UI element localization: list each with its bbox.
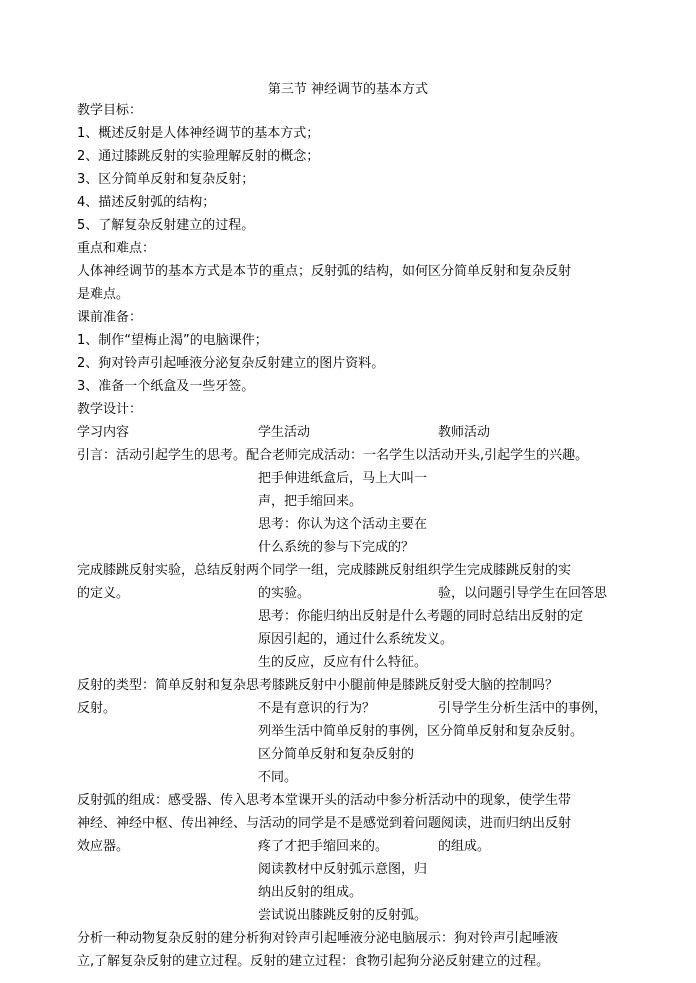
goal-item: 5、了解复杂反射建立的过程。 — [77, 218, 255, 233]
preparation-item: 2、狗对铃声引起唾液分泌复杂反射建立的图片资料。 — [77, 356, 385, 371]
design-line: 阅读教材中反射弧示意图，归 — [258, 862, 428, 877]
column-header-content: 学习内容 — [77, 425, 130, 440]
goal-item: 2、通过膝跳反射的实验理解反射的概念； — [77, 149, 320, 164]
preparation-item: 1、制作“望梅止渴”的电脑课件； — [77, 333, 268, 348]
design-line: 声，把手缩回来。 — [258, 494, 363, 509]
key-points-text: 人体神经调节的基本方式是本节的重点；反射弧的结构，如何区分简单反射和复杂反射 — [77, 264, 572, 279]
design-line: 不同。 — [258, 770, 298, 785]
design-line: 不是有意识的行为？ — [258, 701, 376, 716]
column-header-student: 学生活动 — [258, 425, 311, 440]
design-line: 区分简单反射和复杂反射的 — [258, 747, 415, 762]
design-line: 的组成。 — [438, 839, 491, 854]
key-points-text: 是难点。 — [77, 287, 130, 302]
design-line: 把手伸进纸盒后，马上大叫一 — [258, 471, 428, 486]
design-line: 反射的类型：简单反射和复杂思考膝跳反射中小腿前伸是膝跳反射受大脑的控制吗？ — [77, 678, 559, 693]
design-line: 效应器。 — [77, 839, 130, 854]
design-line: 神经、神经中枢、传出神经、与活动的同学是不是感觉到着问题阅读，进而归纳出反射 — [77, 816, 572, 831]
design-line: 的定义。 — [77, 586, 130, 601]
goal-item: 3、区分简单反射和复杂反射； — [77, 172, 255, 187]
design-line: 原因引起的，通过什么系统发义。 — [258, 632, 454, 647]
design-line: 分析一种动物复杂反射的建分析狗对铃声引起唾液分泌电脑展示：狗对铃声引起唾液 — [77, 931, 559, 946]
section-title: 第三节 神经调节的基本方式 — [267, 82, 429, 97]
preparation-heading: 课前准备： — [77, 310, 143, 325]
design-line: 引导学生分析生活中的事例， — [438, 701, 608, 716]
design-line: 思考：你能归纳出反射是什么考题的同时总结出反射的定 — [258, 609, 584, 624]
goal-item: 1、概述反射是人体神经调节的基本方式； — [77, 126, 320, 141]
preparation-item: 3、准备一个纸盒及一些牙签。 — [77, 379, 255, 394]
design-line: 列举生活中简单反射的事例，区分简单反射和复杂反射。 — [258, 724, 584, 739]
design-line: 疼了才把手缩回来的。 — [258, 839, 389, 854]
design-line: 反射弧的组成：感受器、传入思考本堂课开头的活动中参分析活动中的现象，使学生带 — [77, 793, 572, 808]
key-points-heading: 重点和难点： — [77, 241, 156, 256]
goal-item: 4、描述反射弧的结构； — [77, 195, 216, 210]
design-line: 生的反应，反应有什么特征。 — [258, 655, 428, 670]
design-heading: 教学设计： — [77, 402, 143, 417]
design-line: 尝试说出膝跳反射的反射弧。 — [258, 908, 428, 923]
design-line: 引言：活动引起学生的思考。配合老师完成活动：一名学生以活动开头,引起学生的兴趣。 — [77, 448, 589, 463]
column-header-teacher: 教师活动 — [438, 425, 491, 440]
design-line: 思考：你认为这个活动主要在 — [258, 517, 428, 532]
goals-heading: 教学目标： — [77, 103, 143, 118]
design-line: 什么系统的参与下完成的？ — [258, 540, 415, 555]
design-line: 纳出反射的组成。 — [258, 885, 363, 900]
design-line: 的实验。 — [258, 586, 311, 601]
design-line: 验，以问题引导学生在回答思 — [438, 586, 608, 601]
design-line: 完成膝跳反射实验，总结反射两个同学一组，完成膝跳反射组织学生完成膝跳反射的实 — [77, 563, 572, 578]
design-line: 立,了解复杂反射的建立过程。反射的建立过程：食物引起狗分泌反射建立的过程。 — [77, 954, 550, 969]
design-line: 反射。 — [77, 701, 117, 716]
